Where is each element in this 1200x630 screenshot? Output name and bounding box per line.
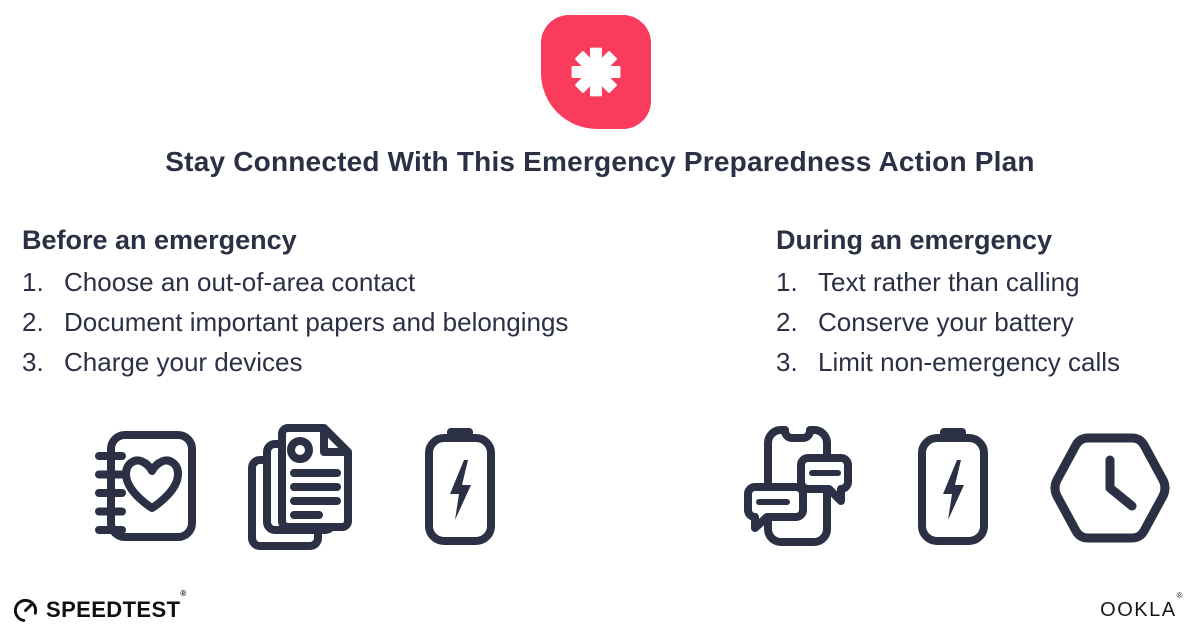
phone-messages-icon — [744, 426, 852, 546]
speedtest-gauge-icon — [12, 597, 39, 624]
document-stack-icon — [247, 423, 357, 551]
speedtest-wordmark: SPEEDTEST® — [46, 589, 187, 622]
list-item: Text rather than calling — [818, 267, 1080, 297]
battery-charge-icon — [423, 427, 497, 545]
list-item: Charge your devices — [64, 347, 303, 377]
list-item: Choose an out-of-area contact — [64, 267, 416, 297]
list-item: Limit non-emergency calls — [818, 347, 1121, 377]
page-title: Stay Connected With This Emergency Preparedness Action Plan — [165, 146, 1035, 177]
brand-badge — [541, 15, 651, 129]
during-emergency-section — [776, 220, 1196, 382]
trademark-symbol: ® — [1176, 591, 1184, 600]
list-item: Document important papers and belongings — [64, 307, 569, 337]
battery-charge-icon — [916, 427, 990, 545]
list-item: Conserve your battery — [818, 307, 1074, 337]
during-emergency-heading: During an emergency — [776, 225, 1053, 255]
clock-hexagon-icon — [1046, 431, 1174, 545]
before-emergency-heading: Before an emergency — [22, 225, 297, 255]
ookla-wordmark: OOKLA — [1100, 599, 1177, 621]
emergency-asterisk-icon — [563, 39, 629, 105]
trademark-symbol: ® — [180, 589, 187, 598]
ookla-logo — [1100, 591, 1184, 622]
speedtest-logo — [12, 589, 187, 625]
before-emergency-section — [22, 220, 742, 382]
contact-notebook-icon — [92, 429, 198, 543]
during-emergency-list — [776, 262, 1196, 382]
before-emergency-list — [22, 262, 742, 382]
